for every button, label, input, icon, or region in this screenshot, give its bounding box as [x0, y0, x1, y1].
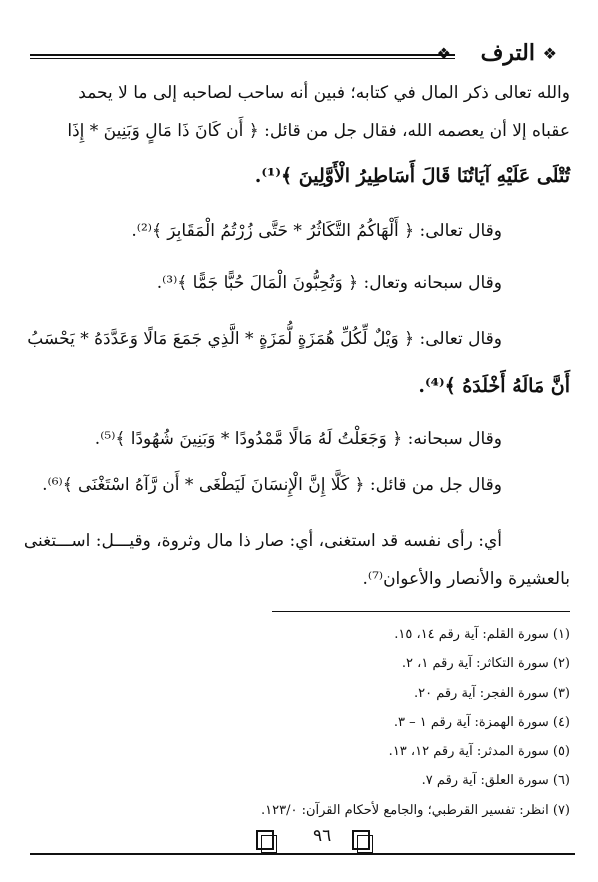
footnotes [50, 620, 570, 825]
footnote: (٥) سورة المدثر: آية رقم ١٢، ١٣. [388, 744, 570, 760]
footnote: (٧) انظر: تفسير القرطبي؛ والجامع لأحكام القرآن: ١٢٣/٠. [261, 802, 570, 818]
footnote: (٣) سورة الفجر: آية رقم ٢٠. [413, 685, 570, 701]
running-header [30, 38, 575, 74]
quran-verse-line: تُتْلَى عَلَيْهِ آيَاتُنَا قَالَ أَسَاطِيرُ الْأَوَّلِينَ ﴾⁽¹⁾. [254, 165, 570, 187]
chapter-title: الترف [480, 40, 535, 66]
quran-verse-line: أَنَّ مَالَهُ أَخْلَدَهُ ﴾⁽⁴⁾. [418, 375, 570, 397]
ornament-left-icon: ❖ [436, 44, 451, 63]
footnote: (٤) سورة الهمزة: آية رقم ١ – ٣. [393, 714, 570, 730]
footer-ornament-left-icon [256, 830, 274, 850]
text-line: وقال تعالى: ﴿ أَلْهَاكُمُ التَّكَاثُرُ * حَتَّى زُرْتُمُ الْمَقَابِرَ ﴾⁽²⁾. [131, 221, 502, 241]
ornament-right-icon: ❖ [542, 44, 557, 63]
page-number: ٩٦ [313, 826, 332, 846]
text-line: وقال تعالى: ﴿ وَيْلٌ لِّكُلِّ هُمَزَةٍ لُّمَزَةٍ * الَّذِي جَمَعَ مَالًا وَعَدَّدَهُ * يَحْسَبُ [27, 329, 502, 349]
text-line: بالعشيرة والأنصار والأعوان⁽⁷⁾. [362, 569, 570, 589]
text-line: والله تعالى ذكر المال في كتابه؛ فبين أنه ساحب لصاحبه إلى ما لا يحمد [78, 83, 570, 103]
header-rule [30, 54, 455, 59]
footer-ornament-right-icon [352, 830, 370, 850]
footnote: (١) سورة القلم: آية رقم ١٤، ١٥. [394, 627, 570, 642]
footnote: (٢) سورة التكاثر: آية رقم ١، ٢. [401, 656, 570, 672]
text-line: وقال سبحانه وتعال: ﴿ وَتُحِبُّونَ الْمَالَ حُبًّا جَمًّا ﴾⁽³⁾. [156, 273, 502, 293]
text-line: وقال جل من قائل: ﴿ كَلَّا إِنَّ الْإِنسَانَ لَيَطْغَى * أَن رَّآهُ اسْتَغْنَى ﴾⁽⁶⁾. [42, 475, 502, 495]
footer-rule [30, 853, 575, 855]
text-line: أي: رأى نفسه قد استغنى، أي: صار ذا مال وثروة، وقيـــل: اســـتغنى [23, 531, 502, 551]
page-footer [30, 826, 575, 856]
footnote-separator [272, 611, 570, 612]
footnote: (٦) سورة العلق: آية رقم ٧. [421, 773, 570, 789]
text-line: وقال سبحانه: ﴿ وَجَعَلْتُ لَهُ مَالًا مَّمْدُودًا * وَبَنِينَ شُهُودًا ﴾⁽⁵⁾. [94, 429, 502, 449]
text-line: عقباه إلا أن يعصمه الله، فقال جل من قائل: ﴿ أَن كَانَ ذَا مَالٍ وَبَنِينَ * إِذَا [67, 121, 570, 141]
